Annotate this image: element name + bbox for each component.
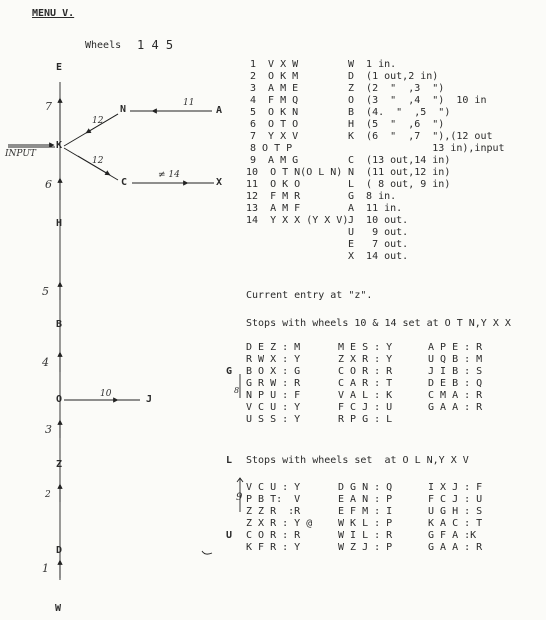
menu-row-14: 14 Y X X (Y X V) xyxy=(246,215,349,226)
conn-row-15: U 9 out. xyxy=(348,227,409,238)
conn-row-13: A 11 in. xyxy=(348,203,403,214)
conn-row-5: B (4. " ,5 ") xyxy=(348,107,451,118)
conn-row-11: L ( 8 out, 9 in) xyxy=(348,179,451,190)
menu-row-13: 13 A M F xyxy=(246,203,301,214)
conn-row-17: X 14 out. xyxy=(348,251,409,262)
margin-8: 8 xyxy=(234,386,240,395)
stops2-c2-r5: W I L : R xyxy=(338,530,393,541)
hand-6: 6 xyxy=(45,178,52,191)
stops2-c2-r2: E A N : P xyxy=(338,494,393,505)
stops2-c3-r5: G F A :K xyxy=(428,530,477,541)
stops1-c2-r5: V A L : K xyxy=(338,390,393,401)
stops1-c1-r2: R W X : Y xyxy=(246,354,301,365)
hand-10: 10 xyxy=(100,389,112,399)
menu-row-8: 8 O T P xyxy=(250,143,293,154)
conn-row-2: D (1 out,2 in) xyxy=(348,71,439,82)
node-K: K xyxy=(56,140,63,151)
node-E: E xyxy=(56,62,63,73)
stops2-c1-r2: P B T: V xyxy=(246,494,301,505)
stops2-c3-r3: U G H : S xyxy=(428,506,483,517)
hand-2: 2 xyxy=(45,490,51,500)
menu-row-12: 12 F M R xyxy=(246,191,301,202)
stops2-c3-r2: F C J : U xyxy=(428,494,483,505)
stops1-c3-r2: U Q B : M xyxy=(428,354,483,365)
stops1-c1-r5: N P U : F xyxy=(246,390,301,401)
stops1-c2-r4: C A R : T xyxy=(338,378,393,389)
hand-7: 7 xyxy=(45,100,52,113)
margin-9: 9 xyxy=(236,492,243,503)
stops1-c1-r4: G R W : R xyxy=(246,378,301,389)
conn-row-3: Z (2 " ,3 ") xyxy=(348,83,445,94)
conn-row-4: O (3 " ,4 ") 10 in xyxy=(348,95,487,106)
menu-row-7: 7 Y X V xyxy=(250,131,299,142)
stops1-c1-r7: U S S : Y xyxy=(246,414,301,425)
stops2-c2-r3: E F M : I xyxy=(338,506,393,517)
margin-G: G xyxy=(226,366,233,377)
stops2-c3-r1: I X J : F xyxy=(428,482,483,493)
stops2-c3-r6: G A A : R xyxy=(428,542,483,553)
node-Z: Z xyxy=(56,459,63,470)
stops1-c3-r1: A P E : R xyxy=(428,342,483,353)
conn-row-12: G 8 in. xyxy=(348,191,397,202)
menu-title: MENU V. xyxy=(32,8,75,19)
menu-row-5: 5 O K N xyxy=(250,107,299,118)
stops1-heading: Stops with wheels 10 & 14 set at O T N,Y X X xyxy=(246,318,511,329)
node-J: J xyxy=(146,394,153,405)
hand-4: 4 xyxy=(42,356,49,369)
stops1-c2-r6: F C J : U xyxy=(338,402,393,413)
menu-row-1: 1 V X W xyxy=(250,59,299,70)
conn-row-1: W 1 in. xyxy=(348,59,397,70)
stops2-c1-r4: Z X R : Y @ xyxy=(246,518,313,529)
hand-1: 1 xyxy=(42,562,49,575)
stops2-c1-r1: V C U : Y xyxy=(246,482,301,493)
node-H: H xyxy=(56,218,63,229)
conn-row-8: 13 in),input xyxy=(348,143,505,154)
stops2-c1-r3: Z Z R :R xyxy=(246,506,301,517)
stops1-c1-r3: B O X : G xyxy=(246,366,301,377)
stops1-c2-r3: C O R : R xyxy=(338,366,393,377)
stops1-c3-r6: G A A : R xyxy=(428,402,483,413)
current-entry: Current entry at "z". xyxy=(246,290,373,301)
stops2-c1-r6: K F R : Y xyxy=(246,542,301,553)
stops2-c2-r4: W K L : P xyxy=(338,518,393,529)
node-X: X xyxy=(216,177,223,188)
conn-row-9: C (13 out,14 in) xyxy=(348,155,451,166)
node-O: O xyxy=(56,394,63,405)
conn-row-10: N (11 out,12 in) xyxy=(348,167,451,178)
hand-11: 11 xyxy=(183,98,195,108)
stops1-c1-r6: V C U : Y xyxy=(246,402,301,413)
node-D: D xyxy=(56,545,63,556)
stops1-c2-r2: Z X R : Y xyxy=(338,354,393,365)
node-N: N xyxy=(120,104,127,115)
wheels-value: 1 4 5 xyxy=(137,38,174,52)
hand-5: 5 xyxy=(42,285,49,298)
stops1-c1-r1: D E Z : M xyxy=(246,342,301,353)
hand-13: 12 xyxy=(92,156,104,166)
menu-row-3: 3 A M E xyxy=(250,83,299,94)
node-W: W xyxy=(55,603,62,614)
menu-row-9: 9 A M G xyxy=(250,155,299,166)
margin-L: L xyxy=(226,455,233,466)
stops1-c3-r3: J I B : S xyxy=(428,366,483,377)
menu-row-2: 2 O K M xyxy=(250,71,299,82)
stops1-c3-r5: C M A : R xyxy=(428,390,483,401)
conn-row-16: E 7 out. xyxy=(348,239,409,250)
stops2-c3-r4: K A C : T xyxy=(428,518,483,529)
conn-row-7: K (6 " ,7 "),(12 out xyxy=(348,131,493,142)
menu-row-6: 6 O T O xyxy=(250,119,299,130)
conn-row-14: J 10 out. xyxy=(348,215,409,226)
margin-U: U xyxy=(226,530,233,541)
stops1-c2-r1: M E S : Y xyxy=(338,342,393,353)
menu-row-10: 10 O T N(O L N) xyxy=(246,167,343,178)
conn-row-6: H (5 " ,6 ") xyxy=(348,119,445,130)
node-A: A xyxy=(216,105,223,116)
stops2-c1-r5: C O R : R xyxy=(246,530,301,541)
wheels-label: Wheels xyxy=(85,40,122,51)
hand-3: 3 xyxy=(45,423,52,436)
stops1-c2-r7: R P G : L xyxy=(338,414,393,425)
stops2-c2-r1: D G N : Q xyxy=(338,482,393,493)
stops2-c2-r6: W Z J : P xyxy=(338,542,393,553)
stops2-heading: Stops with wheels set at O L N,Y X V xyxy=(246,455,469,466)
input-label: INPUT xyxy=(5,149,36,159)
hand-12: 12 xyxy=(92,116,104,126)
hand-14: ≠ 14 xyxy=(158,170,180,180)
stops1-c3-r4: D E B : Q xyxy=(428,378,483,389)
node-C: C xyxy=(121,177,128,188)
menu-row-11: 11 O K O xyxy=(246,179,301,190)
node-B: B xyxy=(56,319,63,330)
menu-row-4: 4 F M Q xyxy=(250,95,299,106)
